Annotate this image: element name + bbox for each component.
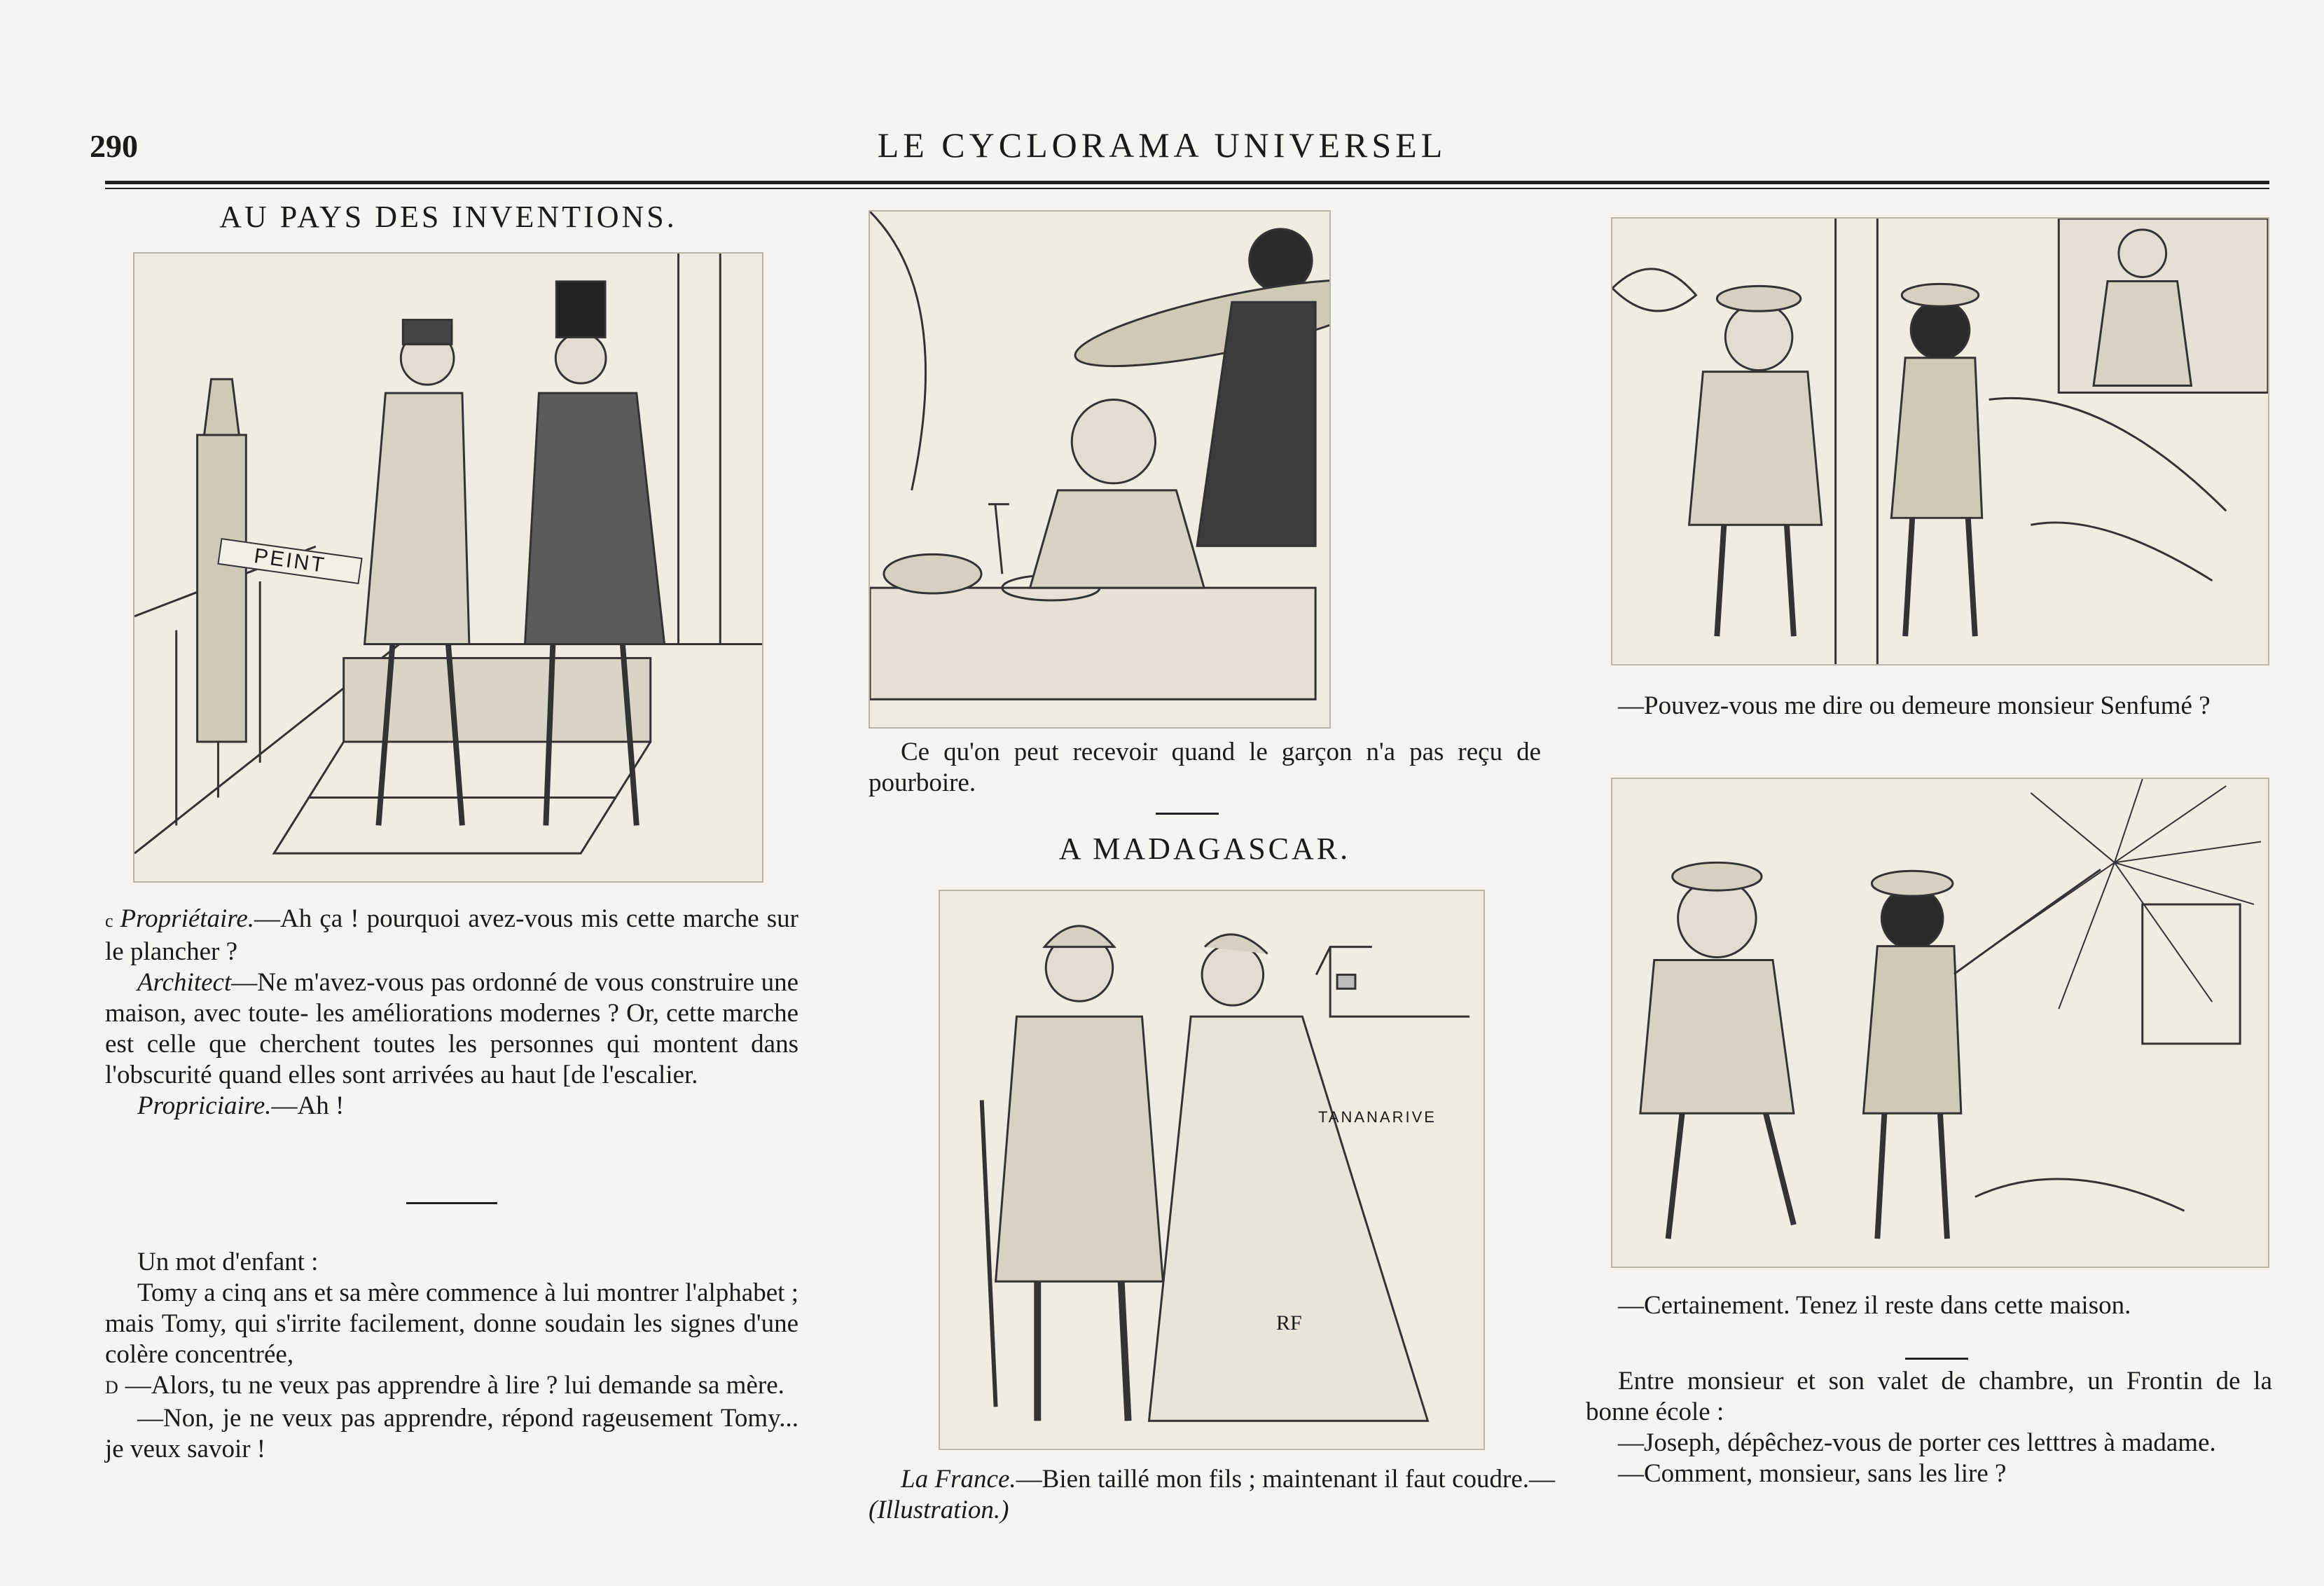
illustration-hose <box>1611 778 2269 1268</box>
anecdote-paragraph: —Non, je ne veux pas apprendre, répond rageusement Tomy... je veux savoir ! <box>105 1404 798 1463</box>
separator-rule <box>1156 813 1219 815</box>
speaker-label: Propriétaire. <box>120 904 255 933</box>
speaker-label: Architect <box>137 968 232 997</box>
caption-text: —Bien taillé mon fils ; maintenant il faut coudre.— <box>1016 1465 1555 1494</box>
illustration-madagascar <box>939 890 1485 1450</box>
rf-monogram: RF <box>1276 1311 1302 1335</box>
page-number: 290 <box>90 128 138 164</box>
caption-text: —Certainement. Tenez il reste dans cette maison. <box>1618 1291 2131 1320</box>
caption-waiter <box>869 737 1541 799</box>
margin-mark: c <box>105 911 113 931</box>
margin-mark: D <box>105 1377 118 1398</box>
caption-text: Ce qu'on peut recevoir quand le garçon n'a pas reçu de pourboire. <box>869 738 1541 797</box>
anecdote-line: —Comment, monsieur, sans les lire ? <box>1618 1459 2007 1488</box>
anecdote-intro: Un mot d'enfant : <box>137 1248 319 1276</box>
header-rule-thin <box>105 188 2269 189</box>
section-heading-inventions: AU PAYS DES INVENTIONS. <box>219 200 677 234</box>
caption-source: (Illustration.) <box>869 1496 1009 1524</box>
header-rule <box>105 181 2269 184</box>
anecdote-frontin <box>1586 1366 2272 1489</box>
separator-rule <box>406 1202 497 1204</box>
peint-sign: PEINT <box>217 538 362 584</box>
anecdote-tomy <box>105 1247 798 1465</box>
caption-madagascar <box>869 1464 1555 1526</box>
illustration-doorway <box>1611 217 2269 666</box>
anecdote-line: —Joseph, dépêchez-vous de porter ces letttres à madame. <box>1618 1428 2216 1457</box>
caption-hose <box>1586 1290 2272 1321</box>
dialog-line: —Ne m'avez-vous pas ordonné de vous construire une maison, avec toute- les améliorations modernes ? Or, cette marche est celle que cherchent toutes les personnes qui montent dans l'obscurité quand elles sont arrivées au haut [de l'escalier. <box>105 968 798 1089</box>
dialog-line: —Ah ça ! pourquoi avez-vous mis cette marche sur le plancher ? <box>105 904 798 966</box>
dialog-line: —Ah ! <box>271 1091 345 1120</box>
caption-doorway <box>1586 691 2272 722</box>
speaker-label: La France. <box>901 1465 1016 1494</box>
anecdote-paragraph: —Alors, tu ne veux pas apprendre à lire ? lui demande sa mère. <box>125 1371 784 1400</box>
anecdote-intro: Entre monsieur et son valet de chambre, un Frontin de la bonne école : <box>1586 1367 2272 1426</box>
speaker-label: Propriciaire. <box>137 1091 272 1120</box>
illustration-waiter <box>869 210 1331 729</box>
section-heading-madagascar: A MADAGASCAR. <box>1058 832 1351 866</box>
separator-rule <box>1905 1358 1968 1360</box>
page-title: LE CYCLORAMA UNIVERSEL <box>877 125 1447 165</box>
dialog-inventions <box>105 904 798 1122</box>
caption-text: —Pouvez-vous me dire ou demeure monsieur Senfumé ? <box>1618 691 2211 720</box>
anecdote-paragraph: Tomy a cinq ans et sa mère commence à lui montrer l'alphabet ; mais Tomy, qui s'irrite facilement, donne soudain les signes d'une colère concentrée, <box>105 1278 798 1369</box>
tananarive-label: TANANARIVE <box>1318 1108 1437 1126</box>
illustration-staircase <box>133 252 763 883</box>
